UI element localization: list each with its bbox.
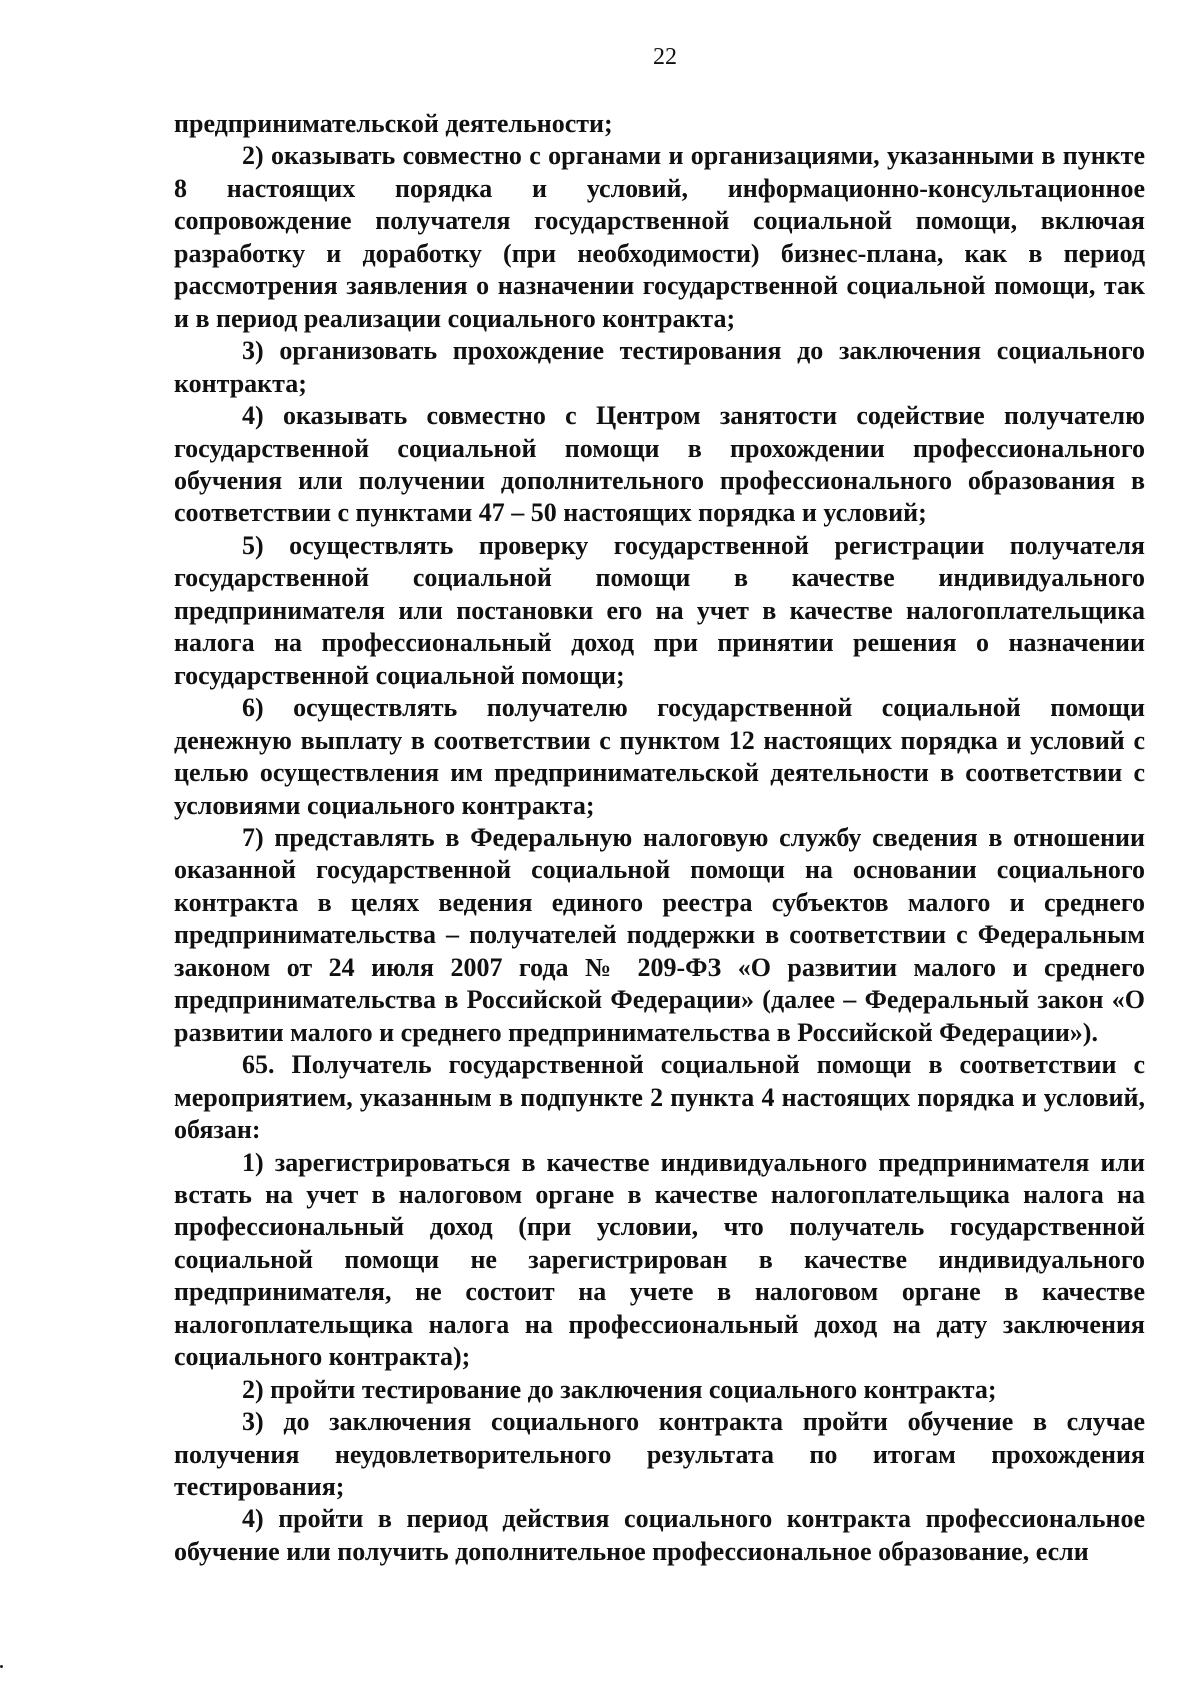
paragraph-item-5: 5) осуществлять проверку государственной регистрации получателя государственной социальной помощи в качестве индивидуального предпринимателя или постановки его на учет в качестве налогоплательщика налога на профессиональный доход при принятии решения о назначении государственной социальной помощи; xyxy=(174,530,1145,690)
page-number: 22 xyxy=(653,44,677,70)
paragraph-65-item-4: 4) пройти в период действия социального контракта профессиональное обучение или получить дополнительное профессиональное образование, если xyxy=(174,1504,1145,1566)
document-body xyxy=(174,108,1145,1568)
paragraph-65-item-2: 2) пройти тестирование до заключения социального контракта; xyxy=(242,1374,997,1404)
paragraph-continuation: предпринимательской деятельности; xyxy=(174,109,613,138)
paragraph-65-item-3: 3) до заключения социального контракта пройти обучение в случае получения неудовлетворительного результата по итогам прохождения тестирования; xyxy=(174,1407,1145,1502)
paragraph-item-2: 2) оказывать совместно с органами и организациями, указанными в пункте 8 настоящих порядка и условий, информационно-консультационное сопровождение получателя государственной социальной помощи, включая разработку и доработку (при необходимости) бизнес-плана, как в период рассмотрения заявления о назначении государственной социальной помощи, так и в период реализации социального контракта; xyxy=(174,141,1145,333)
paragraph-item-3: 3) организовать прохождение тестирования до заключения социального контракта; xyxy=(174,336,1145,398)
paragraph-65-item-1: 1) зарегистрироваться в качестве индивидуального предпринимателя или встать на учет в налоговом органе в качестве налогоплательщика налога на профессиональный доход (при условии, что получатель государственной социальной помощи не зарегистрирован в качестве индивидуального предпринимателя, не состоит на учете в налоговом органе в качестве налогоплательщика налога на профессиональный доход на дату заключения социального контракта); xyxy=(174,1147,1145,1372)
scan-mark xyxy=(0,1665,3,1668)
paragraph-item-7: 7) представлять в Федеральную налоговую службу сведения в отношении оказанной государственной социальной помощи на основании социального контракта в целях ведения единого реестра субъектов малого и среднего предпринимательства – получателей поддержки в соответствии с Федеральным законом от 24 июля 2007 года № 209-ФЗ «О развитии малого и среднего предпринимательства в Российской Федерации» (далее – Федеральный закон «О развитии малого и среднего предпринимательства в Российской Федерации»). xyxy=(174,822,1145,1047)
paragraph-item-4: 4) оказывать совместно с Центром занятости содействие получателю государственной социальной помощи в прохождении профессионального обучения или получении дополнительного профессионального образования в соответствии с пунктами 47 – 50 настоящих порядка и условий; xyxy=(174,401,1145,528)
paragraph-65: 65. Получатель государственной социальной помощи в соответствии с мероприятием, указанным в подпункте 2 пункта 4 настоящих порядка и условий, обязан: xyxy=(174,1050,1145,1145)
paragraph-item-6: 6) осуществлять получателю государственной социальной помощи денежную выплату в соответствии с пунктом 12 настоящих порядка и условий с целью осуществления им предпринимательской деятельности в соответствии с условиями социального контракта; xyxy=(174,693,1145,820)
